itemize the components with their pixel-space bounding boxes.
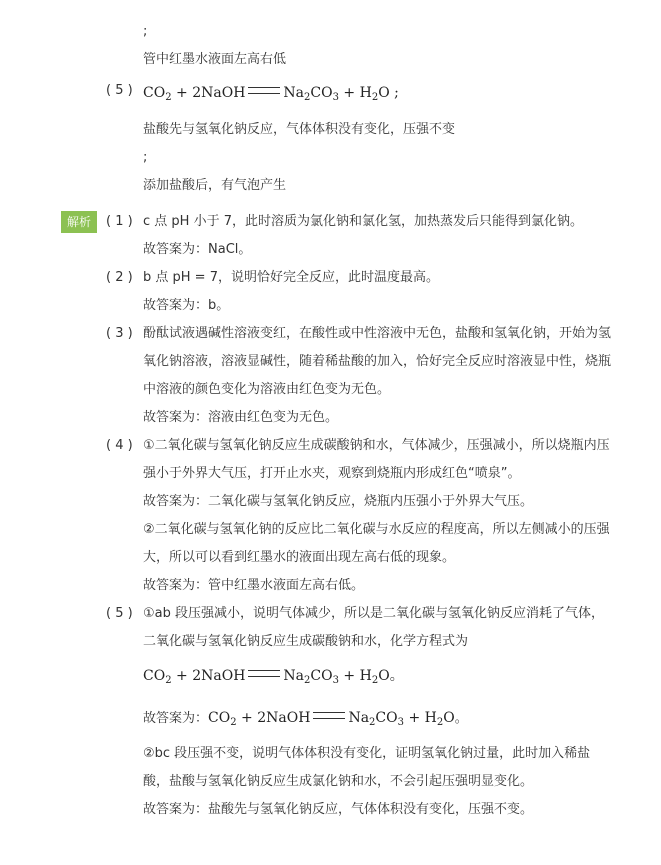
p5-answer-2: 故答案为：盐酸先与氢氧化钠反应，气体体积没有变化，压强不变。 <box>143 802 534 817</box>
answer-5b: 盐酸先与氢氧化钠反应，气体体积没有变化，压强不变 <box>143 122 456 137</box>
semicolon-1: ; <box>143 24 148 39</box>
p5-text-2: ②bc 段压强不变，说明气体体积没有变化，证明氢氧化钠过量，此时加入稀盐酸，盐酸与氢氧化钠反应生成氯化钠和水，不会引起压强明显变化。 <box>143 746 591 789</box>
p2-answer: 故答案为：b。 <box>143 298 230 313</box>
p3-answer: 故答案为：溶液由红色变为无色。 <box>143 410 339 425</box>
semicolon-2: ; <box>143 150 148 165</box>
q5-number: ( 5 ) <box>106 83 133 98</box>
p1-number: ( 1 ) <box>106 214 133 229</box>
p4-number: ( 4 ) <box>106 438 133 453</box>
p2-text: b 点 pH = 7，说明恰好完全反应，此时温度最高。 <box>143 270 439 285</box>
p4-text-2: ②二氧化碳与氢氧化钠的反应比二氧化碳与水反应的程度高，所以左侧减小的压强大，所以可以看到红墨水的液面出现左高右低的现象。 <box>143 522 610 565</box>
equal-arrow-icon <box>313 712 345 719</box>
answer-5c: 添加盐酸后，有气泡产生 <box>143 178 287 193</box>
answer-4b: 管中红墨水液面左高右低 <box>143 52 287 67</box>
p3-number: ( 3 ) <box>106 326 133 341</box>
p3-text: 酚酞试液遇碱性溶液变红，在酸性或中性溶液中无色，盐酸和氢氧化钠，开始为氢氧化钠溶液，溶液显碱性，随着稀盐酸的加入，恰好完全反应时溶液显中性，烧瓶中溶液的颜色变化为溶液由红色变为无色。 <box>143 326 612 397</box>
p2-number: ( 2 ) <box>106 270 133 285</box>
p5-formula: $CO_2$ + 2NaOH $Na_2CO_3 + H_2O$。 <box>143 668 404 686</box>
p5-text-1: ①ab 段压强减小，说明气体减少，所以是二氧化碳与氢氧化钠反应消耗了气体，二氧化碳与氢氧化钠反应生成碳酸钠和水，化学方程式为 <box>143 606 605 649</box>
equal-arrow-icon <box>248 670 280 677</box>
p5-number: ( 5 ) <box>106 606 133 621</box>
p4-answer-2: 故答案为：管中红墨水液面左高右低。 <box>143 578 365 593</box>
p1-text: c 点 pH 小于 7，此时溶质为氯化钠和氯化氢，加热蒸发后只能得到氯化钠。 <box>143 214 583 229</box>
p4-answer-1: 故答案为：二氧化碳与氢氧化钠反应，烧瓶内压强小于外界大气压。 <box>143 494 534 509</box>
p4-text-1: ①二氧化碳与氢氧化钠反应生成碳酸钠和水，气体减少，压强减小，所以烧瓶内压强小于外界大气压，打开止水夹，观察到烧瓶内形成红色“喷泉”。 <box>143 438 610 481</box>
p1-answer: 故答案为：NaCl。 <box>143 242 252 257</box>
q5-formula: $CO_2$ + 2NaOH $Na_2CO_3 + H_2O$ ; <box>143 85 399 103</box>
analysis-badge: 解析 <box>61 211 97 233</box>
equal-arrow-icon <box>248 87 280 94</box>
p5-answer-1: 故答案为：$CO_2$ + 2NaOH $Na_2CO_3 + H_2O$。 <box>143 710 468 728</box>
